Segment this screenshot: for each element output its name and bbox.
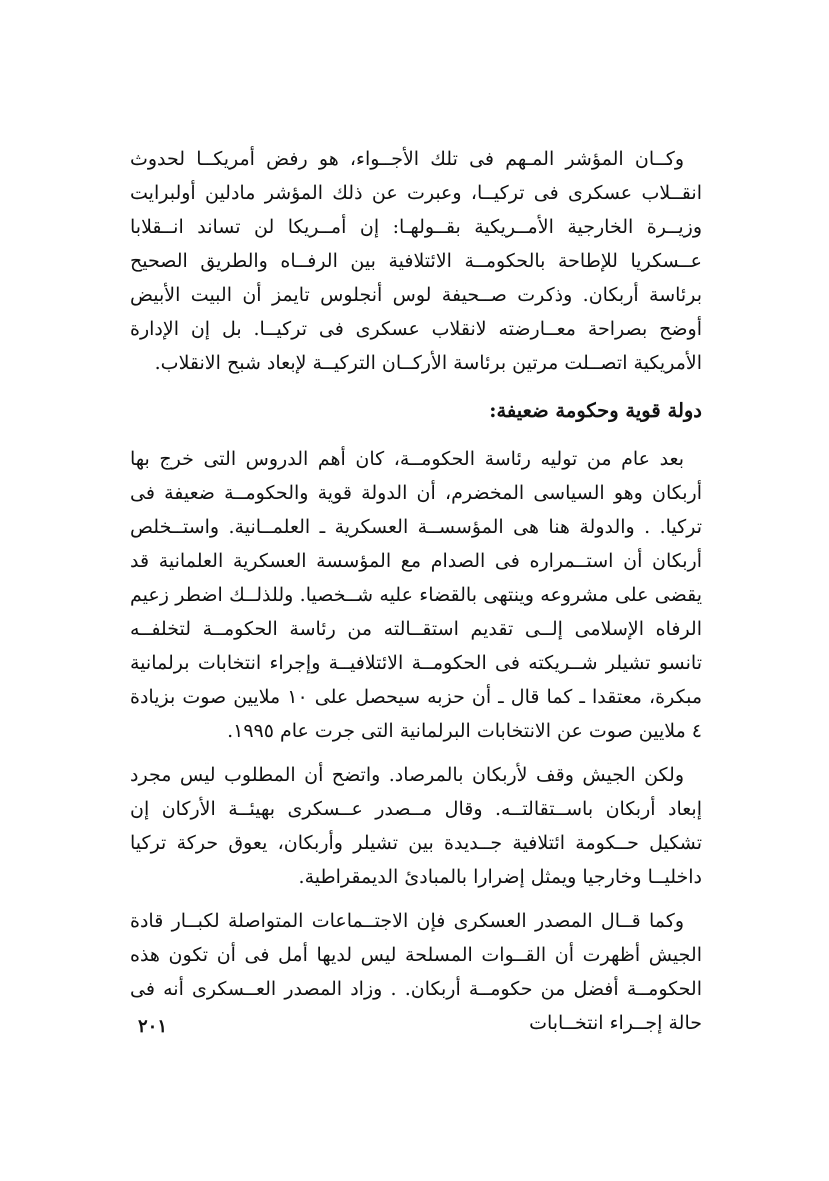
paragraph-army-stance: ولكن الجيش وقف لأربكان بالمرصاد. واتضح أن المطلوب ليس مجرد إبعاد أربكان باســتقالتــه. وقال مــصدر عــسكرى بهيئــة الأركان إن تشكيل حــكومة ائتلافية جــديدة بين تشيلر وأربكان، يعوق حركة تركيا داخليــا وخارجيا ويمثل إضرارا بالمبادئ الديمقراطية. (130, 764, 702, 888)
paragraph-erbakan-lesson: بعد عام من توليه رئاسة الحكومــة، كان أهم الدروس التى خرج بها أربكان وهو السياسى المخضرم، أن الدولة قوية والحكومــة ضعيفة فى تركيا. . والدولة هنا هى المؤسســة العسكرية ـ العلمــانية. واستــخلص أربكان أن استــمراره فى الصدام مع المؤسسة العسكرية العلمانية قد يقضى على مشروعه وينتهى بالقضاء عليه شــخصيا. وللذلــك اضطر زعيم الرفاه الإسلامى إلــى تقديم استقــالته من رئاسة الحكومــة لتخلفــه تانسو تشيلر شــريكته فى الحكومــة الائتلافيــة وإجراء انتخابات برلمانية مبكرة، معتقدا ـ كما قال ـ أن حزبه سيحصل على ١٠ ملايين صوت بزيادة ٤ ملايين صوت عن الانتخابات البرلمانية التى جرت عام ١٩٩٥. (130, 448, 703, 742)
page-number: ٢٠١ (138, 1016, 168, 1037)
body-text (130, 142, 702, 1040)
section-heading: دولة قوية وحكومة ضعيفة: (489, 399, 702, 422)
paragraph-military-source: وكما قــال المصدر العسكرى فإن الاجتــماعات المتواصلة لكبــار قادة الجيش أظهرت أن القــوات المسلحة ليس لديها أمل فى أن تكون هذه الحكومــة أفضل من حكومــة أربكان. . وزاد المصدر العــسكرى أنه فى حالة إجــراء انتخــابات (130, 910, 702, 1034)
paragraph-us-position: وكــان المؤشر المـهم فى تلك الأجــواء، هو رفض أمريكــا لحدوث انقــلاب عسكرى فى تركيــا، وعبرت عن ذلك المؤشر مادلين أولبرايت وزيــرة الخارجية الأمــريكية بقــولهـا: إن أمــريكا لن تساند انــقلابا عــسكريا للإطاحة بالحكومــة الائتلافية بين الرفــاه والطريق الصحيح برئاسة أربكان. وذكرت صــحيفة لوس أنجلوس تايمز أن البيت الأبيض أوضح بصراحة معــارضته لانقلاب عسكرى فى تركيــا. بل إن الإدارة الأمريكية اتصــلت مرتين برئاسة الأركــان التركيــة لإبعاد شبح الانقلاب. (130, 148, 702, 374)
